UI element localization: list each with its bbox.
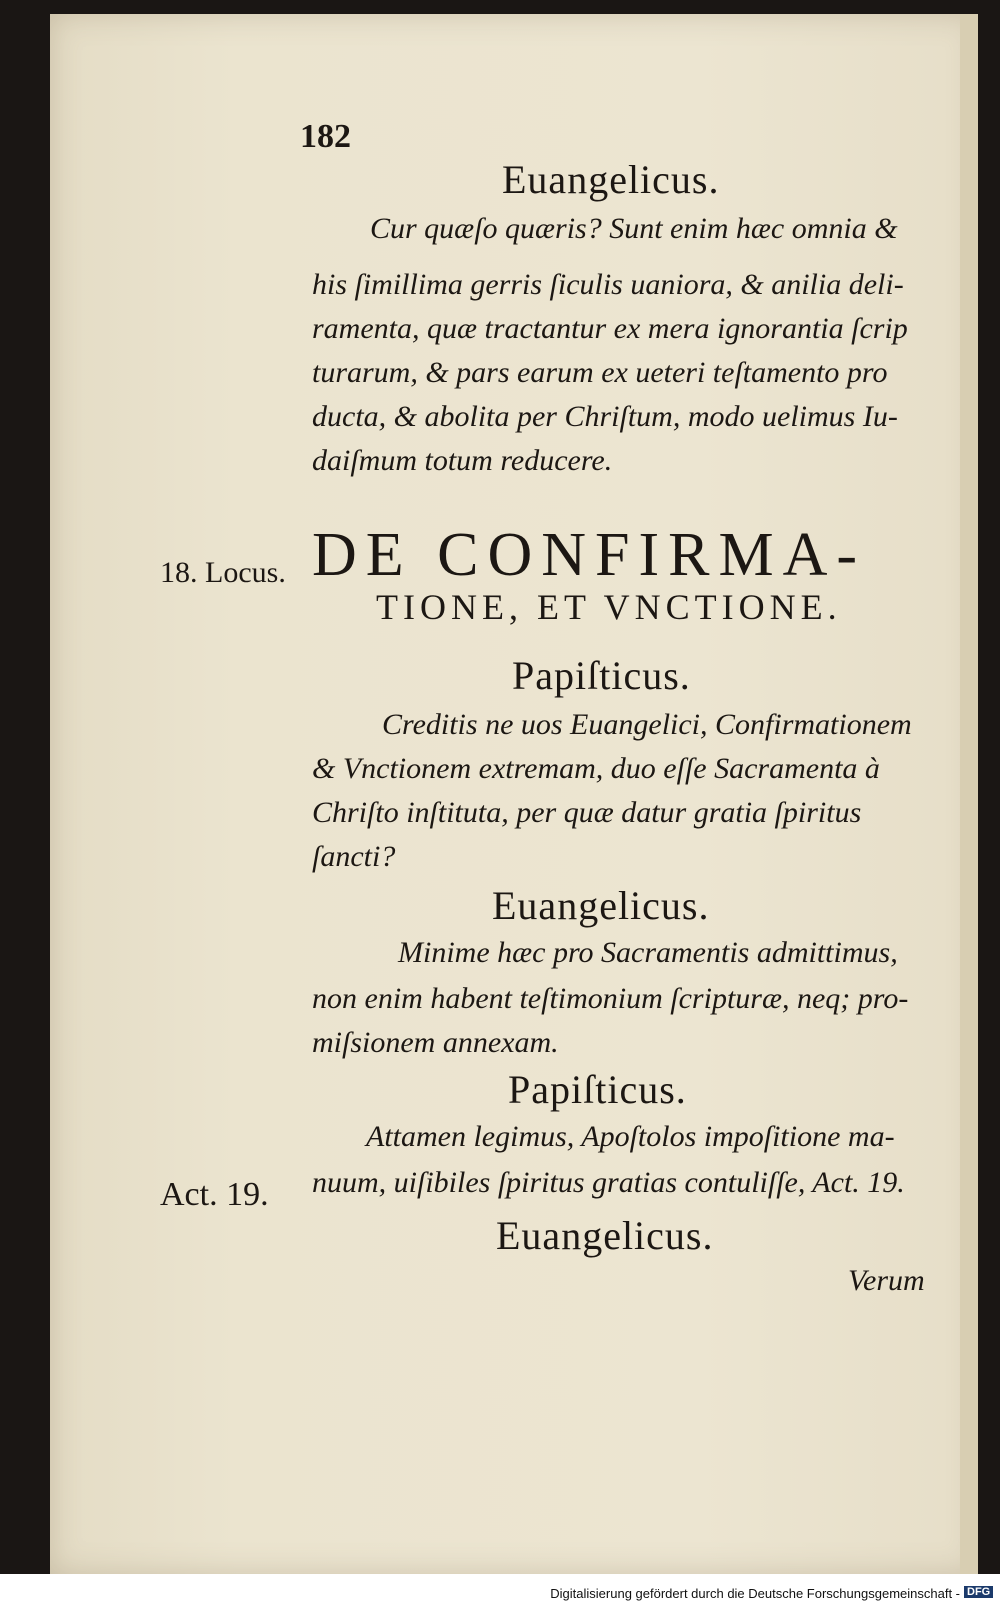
text-line: Creditis ne uos Euangelici, Confirmationem xyxy=(382,708,912,741)
section-heading-line-2: TIONE, ET VNCTIONE. xyxy=(376,587,842,627)
text-line: miſsionem annexam. xyxy=(312,1026,559,1059)
text-line: ducta, & abolita per Chriſtum, modo uelimus Iu- xyxy=(312,400,898,433)
speaker-euangelicus-3: Euangelicus. xyxy=(496,1213,714,1258)
speaker-euangelicus-2: Euangelicus. xyxy=(492,883,710,928)
catchword: Verum xyxy=(848,1264,925,1297)
margin-locus-label: 18. Locus. xyxy=(160,556,286,589)
text-line: nuum, uiſibiles ſpiritus gratias contuliſſe, Act. 19. xyxy=(312,1166,905,1199)
speaker-papisticus-2: Papiſticus. xyxy=(508,1067,687,1112)
text-line: Attamen legimus, Apoſtolos impoſitione ma- xyxy=(366,1120,895,1153)
text-line: ramenta, quæ tractantur ex mera ignorantia ſcrip xyxy=(312,312,908,345)
book-page xyxy=(50,14,978,1574)
text-line: daiſmum totum reducere. xyxy=(312,444,613,477)
text-line: Chriſto inſtituta, per quæ datur gratia ſpiritus xyxy=(312,796,862,829)
section-heading-line-1: DE CONFIRMA- xyxy=(312,521,867,589)
text-line: turarum, & pars earum ex ueteri teſtamento pro xyxy=(312,356,888,389)
speaker-papisticus-1: Papiſticus. xyxy=(512,653,691,698)
text-line: ſancti? xyxy=(312,840,396,873)
text-line: non enim habent teſtimonium ſcripturæ, neq; pro- xyxy=(312,982,909,1015)
speaker-euangelicus-1: Euangelicus. xyxy=(502,157,720,202)
text-line: Cur quæſo quæris? Sunt enim hæc omnia & xyxy=(370,212,898,245)
page-number: 182 xyxy=(300,118,351,155)
page-gutter xyxy=(960,14,978,1574)
dfg-logo: DFG xyxy=(964,1586,993,1598)
text-line: Minime hæc pro Sacramentis admittimus, xyxy=(398,936,898,969)
digitization-credit: Digitalisierung gefördert durch die Deutsche Forschungsgemeinschaft - xyxy=(550,1586,960,1601)
margin-act-reference: Act. 19. xyxy=(160,1176,269,1213)
text-line: his ſimillima gerris ſiculis uaniora, & anilia deli- xyxy=(312,268,904,301)
text-line: & Vnctionem extremam, duo eſſe Sacramenta à xyxy=(312,752,880,785)
